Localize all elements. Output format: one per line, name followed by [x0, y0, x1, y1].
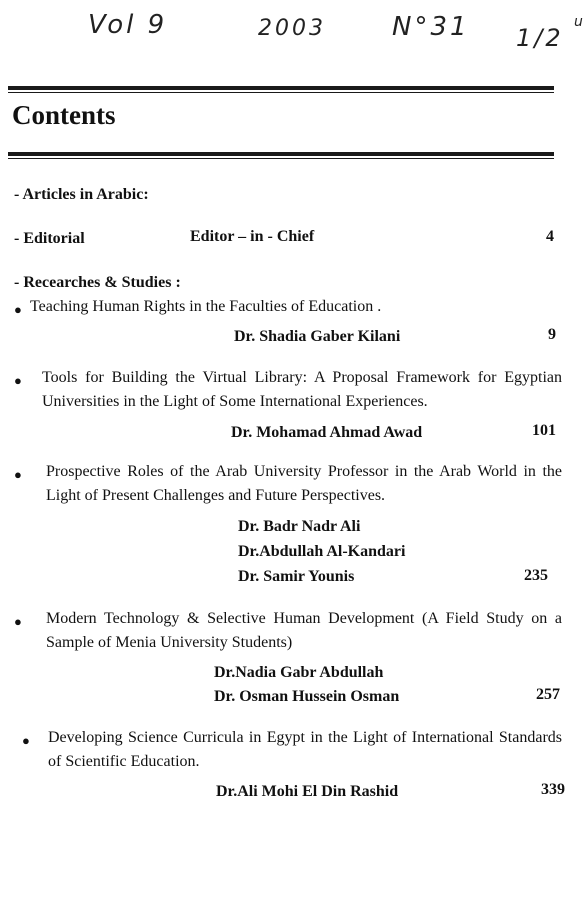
entry-2-title: Tools for Building the Virtual Library: A Proposal Framework for Egyptian Universities in the Light of Some International Experiences.: [42, 369, 562, 410]
entry-3-author-3: Dr. Samir Younis: [238, 568, 355, 585]
editorial-label: - Editorial: [14, 230, 85, 247]
bullet-5: ●: [22, 733, 30, 748]
editorial-author: Editor – in - Chief: [190, 228, 315, 245]
entry-2-author: Dr. Mohamad Ahmad Awad: [231, 424, 423, 441]
handwritten-corner-mark: u: [574, 14, 583, 30]
bullet-1: ●: [14, 302, 22, 317]
contents-heading: Contents: [12, 100, 116, 130]
entry-1-title: Teaching Human Rights in the Faculties of Education .: [30, 298, 382, 315]
section-researches: - Recearches & Studies :: [14, 274, 181, 291]
handwritten-number: N°31: [392, 12, 470, 42]
handwritten-year: 2003: [258, 16, 326, 41]
handwritten-part: 1/2: [516, 24, 564, 52]
bullet-3: ●: [14, 467, 22, 482]
section-articles-arabic: - Articles in Arabic:: [14, 186, 149, 203]
handwritten-vol: Vol 9: [88, 10, 168, 40]
entry-2-page: 101: [532, 422, 556, 439]
bullet-2: ●: [14, 373, 22, 388]
entry-5-author: Dr.Ali Mohi El Din Rashid: [216, 783, 399, 800]
heading-rule: [8, 152, 554, 159]
entry-4-page: 257: [536, 686, 560, 703]
entry-1-author: Dr. Shadia Gaber Kilani: [234, 328, 401, 345]
top-rule: [8, 86, 554, 93]
bullet-4: ●: [14, 614, 22, 629]
editorial-page: 4: [546, 228, 554, 245]
entry-3-author-2: Dr.Abdullah Al-Kandari: [238, 543, 406, 560]
entry-3-page: 235: [524, 567, 548, 584]
entry-5-page: 339: [541, 781, 565, 798]
entry-1-page: 9: [548, 326, 556, 343]
entry-5-title: Developing Science Curricula in Egypt in the Light of International Standards of Scientific Education.: [48, 729, 562, 770]
entry-4-author-2: Dr. Osman Hussein Osman: [214, 688, 400, 705]
entry-3-title: Prospective Roles of the Arab University Professor in the Arab World in the Light of Present Challenges and Future Perspectives.: [46, 463, 562, 504]
entry-4-author-1: Dr.Nadia Gabr Abdullah: [214, 664, 384, 681]
entry-4-title: Modern Technology & Selective Human Development (A Field Study on a Sample of Menia University Students): [46, 610, 562, 651]
entry-3-author-1: Dr. Badr Nadr Ali: [238, 518, 361, 535]
